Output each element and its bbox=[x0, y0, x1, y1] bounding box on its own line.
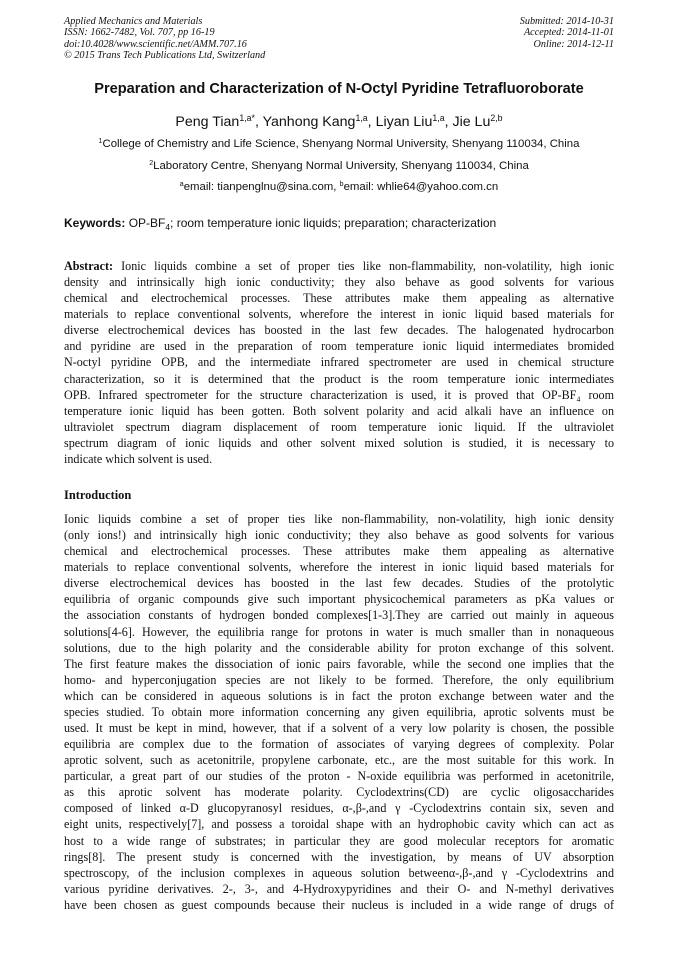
abstract-line: OPB. Infrared spectrometer for the structure characterization is used, it is proved that OP-BF₄ room bbox=[64, 387, 614, 402]
abstract bbox=[64, 258, 614, 467]
author-name: Yanhong Kang bbox=[262, 114, 356, 130]
abstract-line: spectrum diagram of ionic liquids and other solvent mixed solution is studied, it is necessary to bbox=[64, 435, 614, 450]
body-line: spectroscopy, of the inclusion complexes in aqueous solution betweenα-,β-,and γ -Cyclodextrins and bbox=[64, 865, 614, 880]
author-affiliation-mark: 1,a* bbox=[239, 113, 255, 124]
body-line: diverse electrochemical devices has boosted in the last few decades. Studies of the protolytic bbox=[64, 576, 614, 591]
date-submitted: Submitted: 2014-10-31 bbox=[519, 16, 614, 27]
abstract-line: indicate which solvent is used. bbox=[64, 451, 213, 466]
abstract-line: density and intrinsically high ionic conductivity; they also behave as good solvents for various bbox=[64, 275, 614, 290]
author-emails: $^a$email: tianpenglnu@sina.com, $^b$email: whlie64@yahoo.com.cn bbox=[179, 181, 499, 193]
author-name: Peng Tian bbox=[175, 114, 240, 130]
abstract-line: characterization, so it is determined that the product is the room temperature ionic intermediates bbox=[64, 371, 614, 386]
abstract-line: diverse electrochemical devices has boosted in the last few decades. The halogenated hydrocarbon bbox=[64, 323, 614, 338]
keywords-label: Keywords: bbox=[64, 216, 126, 230]
body-line: aprotic solvent, such as acetonitrile, propylene carbonate, etc., are the most suitable for this work. In bbox=[64, 753, 614, 768]
journal-info bbox=[64, 16, 265, 62]
body-line: solutions, due to the high polarity and the considerable ability for proton exchange of this solvent. bbox=[64, 640, 614, 655]
body-line: equilibria of organic compounds give such important physicochemical parameters as pKa values or bbox=[64, 592, 614, 607]
journal-doi: doi:10.4028/www.scientific.net/AMM.707.16 bbox=[64, 38, 247, 50]
journal-issn: ISSN: 1662-7482, Vol. 707, pp 16-19 bbox=[64, 27, 215, 39]
author-affiliation-mark: 1,a bbox=[432, 113, 445, 124]
email-b: email: whlie64@yahoo.com.cn bbox=[343, 181, 499, 193]
body-line: various pyridine derivatives. 2-, 3-, and 4-Hydroxypyridines and their O- and N-methyl derivatives bbox=[64, 881, 614, 896]
journal-copyright: © 2015 Trans Tech Publications Ltd, Switzerland bbox=[64, 50, 266, 62]
body-line: used. It must be kept in mind, however, that if a solvent of a very low polarity is chosen, the possible bbox=[64, 721, 614, 736]
abstract-line: temperature ionic liquid has been gotten. Both solvent polarity and acid alkali have an influence on bbox=[64, 403, 614, 418]
body-line: materials to replace conventional solvents, wherefore the interest in ionic liquid based materials for bbox=[64, 560, 614, 575]
abstract-line: chemical and electrochemical processes. These attributes make them appealing as alternative bbox=[64, 291, 614, 306]
body-line: Ionic liquids combine a set of proper ties like non-flammability, non-volatility, high ionic density bbox=[64, 512, 614, 526]
abstract-line: N-octyl pyridine OPB, and the intermediate infrared spectrometer are used in chemical structure bbox=[64, 355, 614, 370]
author-list: Peng Tian$^{1,a*}$, Yanhong Kang$^{1,a}$, Liyan Liu$^{1,a}$, Jie Lu$^{2,b}$ bbox=[175, 113, 503, 130]
affiliation-1: $^1$College of Chemistry and Life Science, Shenyang Normal University, Shenyang 110034, China bbox=[98, 138, 580, 150]
body-line: which can be considered in aqueous solutions is in fact the proton exchange between water and the bbox=[64, 688, 614, 703]
abstract-label: Abstract: bbox=[64, 259, 114, 273]
introduction-body bbox=[64, 511, 614, 913]
submission-dates bbox=[520, 16, 614, 50]
body-line: have been chosen as guest compounds because their nucleus is included in a wide range of drugs of bbox=[64, 897, 614, 912]
body-line: The first feature makes the dissociation of ionic pairs favorable, while the second one implies that the bbox=[64, 656, 614, 671]
abstract-line: ultraviolet spectrum diagram displacement of room temperature ionic liquid. If the ultraviolet bbox=[64, 419, 614, 434]
author-affiliation-mark: 1,a bbox=[355, 113, 368, 124]
affiliation-2: $^2$Laboratory Centre, Shenyang Normal University, Shenyang 110034, China bbox=[149, 160, 529, 172]
author-name: Liyan Liu bbox=[375, 114, 433, 130]
author-affiliation-mark: 2,b bbox=[490, 113, 503, 124]
keywords: Keywords: $OP-BF_4$; room temperature ionic liquids; preparation; characterization bbox=[64, 216, 497, 232]
journal-name: Applied Mechanics and Materials bbox=[64, 16, 203, 27]
body-line: chemical and electrochemical processes. These attributes make them appealing as alternative bbox=[64, 544, 614, 559]
abstract-line: Abstract: Ionic liquids combine a set of proper ties like non-flammability, non-volatility, high ionic bbox=[64, 259, 614, 273]
abstract-line: materials to replace conventional solvents, wherefore the interest in ionic liquid based materials for bbox=[64, 307, 614, 322]
body-line: solutions[4-6]. However, the equilibria range for protons in water is much smaller than in nonaqueous bbox=[64, 624, 614, 639]
body-line: particular, a great part of our studies of the proton - N-oxide equilibria was performed in acetonitrile, bbox=[64, 769, 614, 784]
paper-title: Preparation and Characterization of N-Octyl Pyridine Tetrafluoroborate bbox=[94, 81, 584, 97]
body-line: equilibria are complex due to the formation of associates of varying degrees of complexity. Polar bbox=[64, 737, 614, 752]
body-line: composed of linked α-D glucopyranosyl residues, α-,β-,and γ -Cyclodextrins contain six, seven and bbox=[64, 801, 614, 816]
date-accepted: Accepted: 2014-11-01 bbox=[523, 27, 614, 39]
body-line: (only ions!) and intrinsically high ionic conductivity; they also behave as good solvents for various bbox=[64, 528, 614, 543]
body-line: species studied. To obtain more information concerning any given equilibria, aprotic solvents must be bbox=[64, 704, 614, 719]
date-online: Online: 2014-12-11 bbox=[533, 38, 614, 50]
body-line: homo- and hyperconjugation species are not likely to be formed. Therefore, the only equilibrium bbox=[64, 672, 614, 687]
body-line: host to a wide range of substrates; in particular they are good molecular receptors for aromatic bbox=[64, 833, 614, 848]
section-heading-introduction: Introduction bbox=[64, 488, 132, 502]
body-line: eight units, respectively[7], and possess a toroidal shape with an hydrophobic cavity which can act as bbox=[64, 817, 614, 832]
email-a: email: tianpenglnu@sina.com, bbox=[183, 181, 340, 193]
body-line: the association constants of hydrogen bonded complexes[1-3].They are carried out mainly in aqueous bbox=[64, 608, 614, 623]
body-line: as this aprotic solvent has moderate polarity. Cyclodextrins(CD) are cyclic oligosaccharides bbox=[64, 785, 614, 800]
body-line: rings[8]. The present study is concerned with the investigation, by means of UV absorption bbox=[64, 849, 614, 864]
abstract-line: and pyridine are used in the preparation of room temperature ionic liquid intermediates bromided bbox=[64, 339, 614, 354]
author-name: Jie Lu bbox=[452, 114, 491, 130]
